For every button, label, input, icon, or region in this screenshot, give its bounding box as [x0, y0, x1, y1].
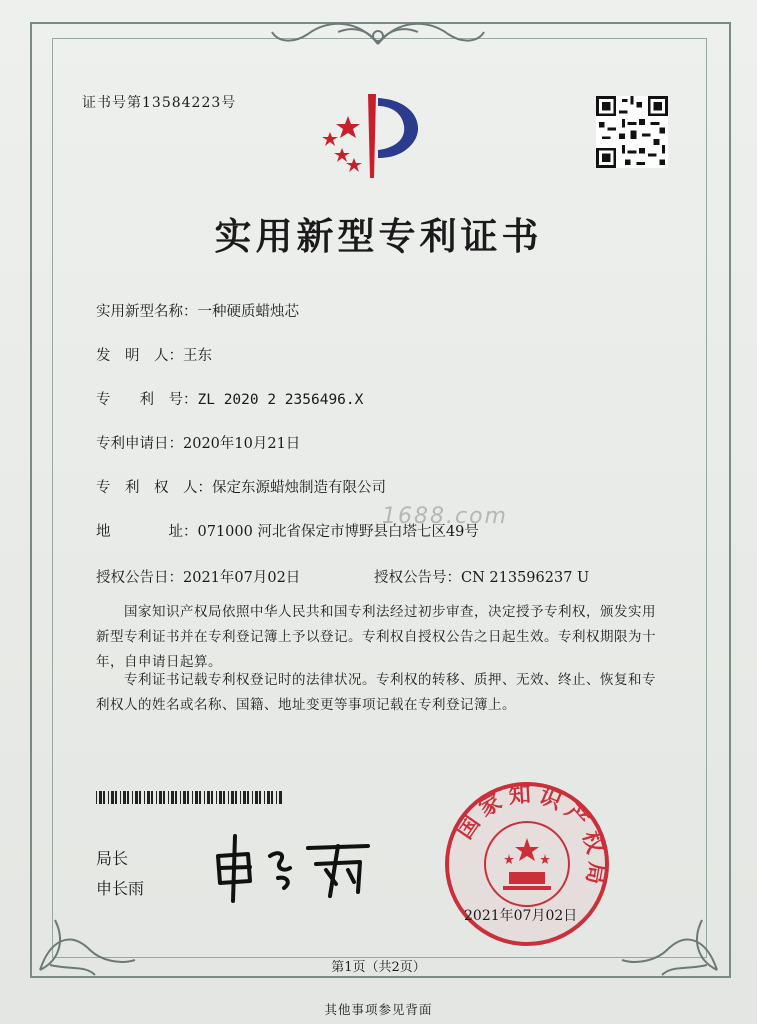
- director-title: 局长: [96, 849, 129, 868]
- cnipa-logo-icon: [316, 88, 436, 184]
- watermark: 1688.com: [382, 504, 508, 529]
- patent-no-value: ZL 2020 2 2356496.X: [197, 392, 364, 408]
- filing-date-value: 2020年10月21日: [183, 436, 301, 452]
- inventor: [96, 344, 212, 365]
- seal-text: 国家知识产权局: [451, 781, 611, 893]
- body-paragraph-2: 专利证书记载专利权登记时的法律状况。专利权的转移、质押、无效、终止、恢复和专利权人的姓名或名称、国籍、地址变更等事项记载在专利登记簿上。: [96, 672, 656, 713]
- qr-code-icon: [596, 96, 668, 168]
- filing-date-label: 专利申请日：: [96, 436, 183, 452]
- filing-date: [96, 432, 300, 453]
- name-label: 实用新型名称：: [96, 304, 198, 320]
- grant-number: [374, 566, 589, 587]
- barcode-icon: [96, 791, 282, 804]
- utility-model-name: [96, 300, 299, 321]
- footer-note: 其他事项参见背面: [324, 1002, 433, 1017]
- inventor-value: 王东: [183, 348, 212, 364]
- patentee-value: 保定东源蜡烛制造有限公司: [212, 480, 386, 496]
- patent-no-label: 专 利 号：: [96, 392, 198, 408]
- handwritten-signature: [208, 826, 378, 906]
- patentee-label: 专 利 权 人：: [96, 480, 212, 496]
- page-number: 第1页（共2页）: [331, 960, 426, 975]
- address-value: 071000 河北省保定市博野县白塔七区49号: [197, 524, 479, 540]
- inventor-label: 发 明 人：: [96, 348, 183, 364]
- grant-date-label: 授权公告日：: [96, 570, 183, 586]
- grant-no-label: 授权公告号：: [374, 570, 461, 586]
- patent-number: [96, 388, 363, 409]
- address-label: 地 址：: [96, 524, 198, 540]
- certificate-number: 证书号第13584223号: [82, 95, 237, 111]
- patentee: [96, 476, 386, 497]
- seal-date: 2021年07月02日: [464, 908, 578, 924]
- grant-no-value: CN 213596237 U: [461, 570, 590, 586]
- body-paragraph-1: 国家知识产权局依照中华人民共和国专利法经过初步审查，决定授予专利权，颁发实用新型专利证书并在专利登记簿上予以登记。专利权自授权公告之日起生效。专利权期限为十年，自申请日起算。: [96, 604, 656, 670]
- certificate-title: 实用新型专利证书: [214, 214, 543, 258]
- top-ornament: [268, 14, 488, 54]
- name-value: 一种硬质蜡烛芯: [197, 304, 299, 320]
- grant-date: [96, 566, 300, 587]
- director-name: 申长雨: [96, 879, 145, 898]
- grant-date-value: 2021年07月02日: [183, 570, 301, 586]
